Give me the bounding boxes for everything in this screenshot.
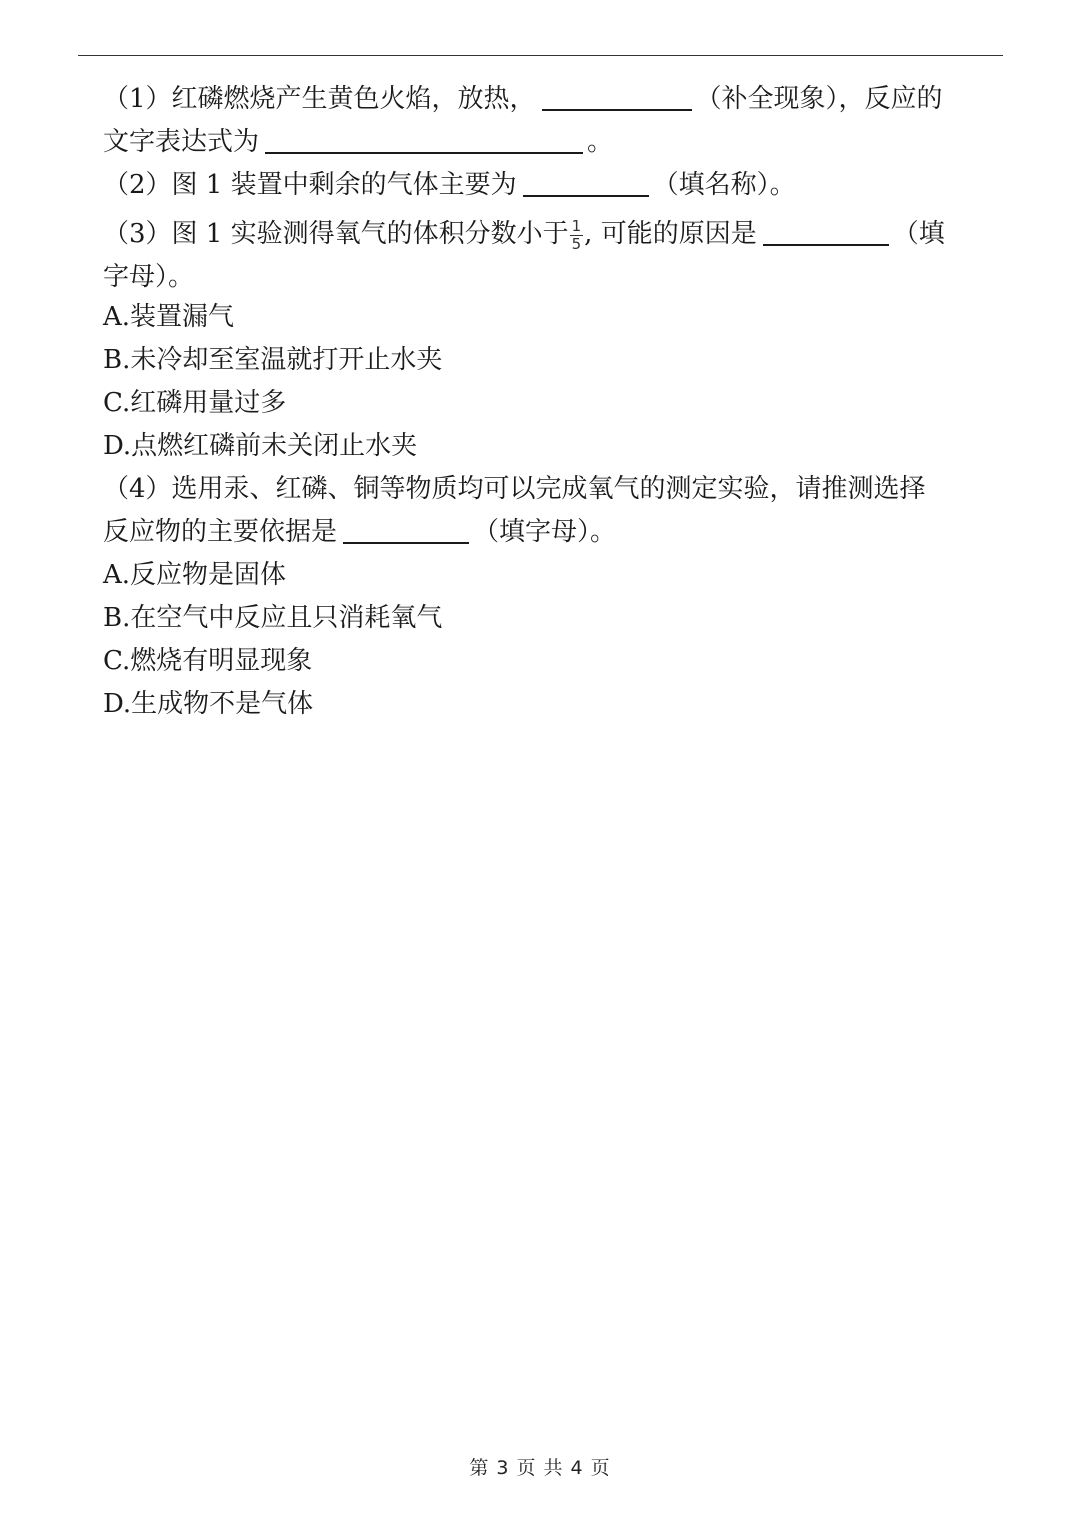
q4-option-d: D.生成物不是气体 <box>103 689 314 719</box>
q3-option-b: B.未冷却至室温就打开止水夹 <box>103 345 443 375</box>
q1-answer-blank-1 <box>542 81 692 111</box>
question-content <box>103 78 1003 726</box>
q4-answer-blank <box>343 514 469 544</box>
page-number-footer: 第 3 页 共 4 页 <box>469 1457 611 1479</box>
q1-line-2 <box>103 121 1003 164</box>
q2-line <box>103 164 1003 207</box>
q4-option-b: B.在空气中反应且只消耗氧气 <box>103 603 443 633</box>
q3-line-2 <box>103 262 1003 296</box>
fraction-numerator: 1 <box>571 216 582 235</box>
q3-answer-blank <box>763 216 889 246</box>
q1-text-4: 。 <box>587 127 614 157</box>
header-rule <box>78 55 1003 56</box>
q4-text-1: （4）选用汞、红磷、铜等物质均可以完成氧气的测定实验，请推测选择 <box>103 474 926 504</box>
q2-answer-blank <box>523 167 649 197</box>
q4-line-1 <box>103 468 1003 511</box>
fraction-denominator: 5 <box>571 234 582 253</box>
q4-text-2: 反应物的主要依据是 <box>103 517 338 547</box>
q4-option-a: A.反应物是固体 <box>103 560 287 590</box>
q3-option-d: D.点燃红磷前未关闭止水夹 <box>103 431 418 461</box>
fraction-one-fifth <box>570 218 584 253</box>
q1-line-1 <box>103 78 1003 121</box>
q1-text-2: （补全现象），反应的 <box>695 84 943 114</box>
q4-option-c: C.燃烧有明显现象 <box>103 646 313 676</box>
q3-line-1 <box>103 207 1003 262</box>
q3-option-c: C.红磷用量过多 <box>103 388 287 418</box>
q3-text-4: 字母）。 <box>103 262 195 292</box>
q3-text-2: , 可能的原因是 <box>584 219 757 249</box>
q3-text-3: （填 <box>892 219 945 249</box>
q1-text-3: 文字表达式为 <box>103 127 260 157</box>
q4-text-3: （填字母）。 <box>473 517 617 547</box>
q4-line-2 <box>103 511 1003 554</box>
q2-text-2: （填名称）。 <box>652 170 796 200</box>
q1-answer-blank-2 <box>265 124 583 154</box>
q3-option-a: A.装置漏气 <box>103 302 235 332</box>
q1-text-1: （1）红磷燃烧产生黄色火焰，放热， <box>103 84 536 114</box>
q2-text-1: （2）图 1 装置中剩余的气体主要为 <box>103 170 517 200</box>
q3-text-1: （3）图 1 实验测得氧气的体积分数小于 <box>103 219 569 249</box>
